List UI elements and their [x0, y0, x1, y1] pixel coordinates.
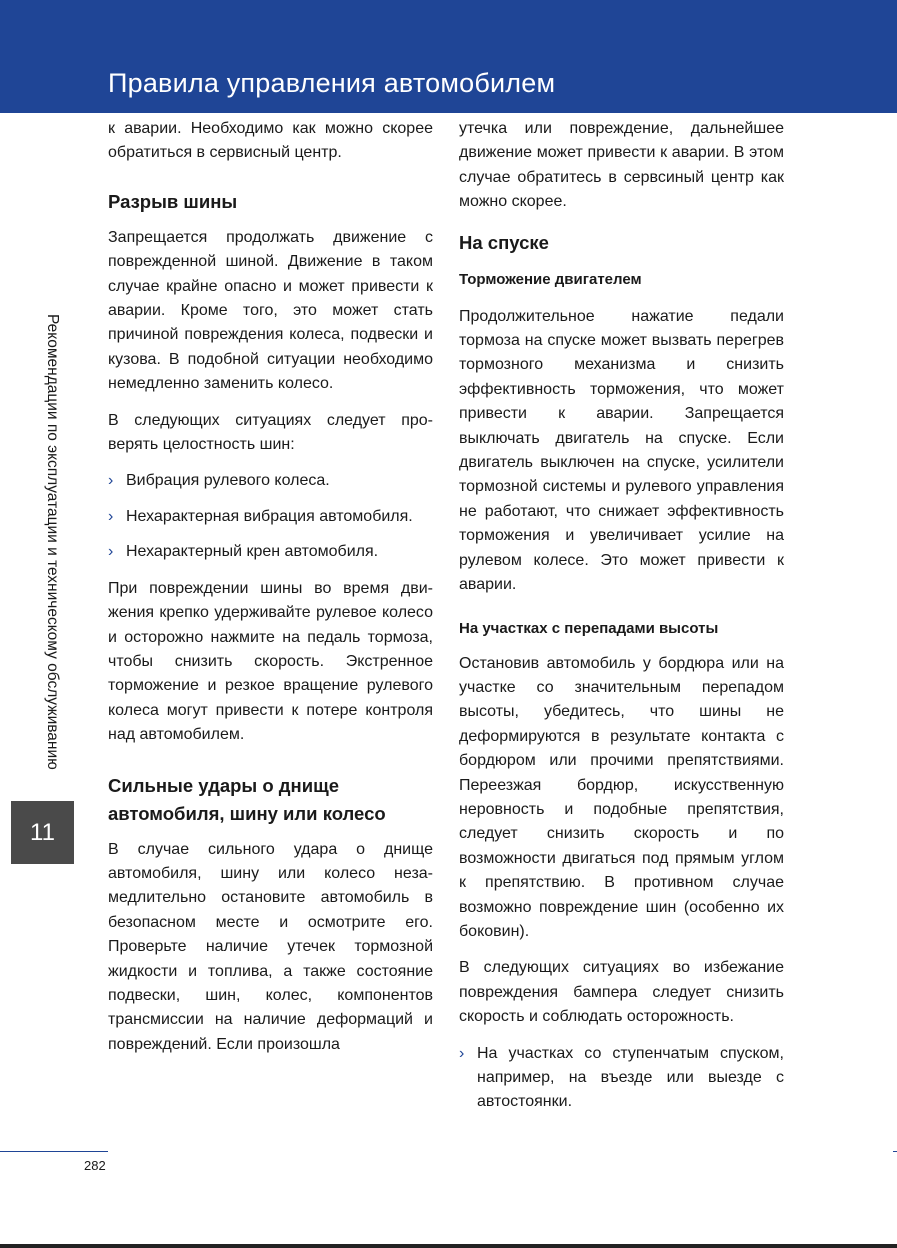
paragraph: В следующих ситуациях во избежание повреждения бампера следует снизить скорость и соблюдать осторожность.: [459, 959, 784, 1026]
chapter-number-tab: 11: [11, 801, 74, 864]
footer-divider-right: [893, 1151, 897, 1152]
list-item-text: Нехарактерный крен автомобиля.: [126, 543, 379, 561]
list-item-text: На участках со ступенчатым спуском, например, на въезде или выезде с автостоянки.: [477, 1044, 784, 1111]
right-column: [459, 117, 784, 1127]
page-number: 282: [84, 1158, 106, 1173]
list-item-text: Вибрация рулевого колеса.: [126, 472, 330, 490]
paragraph: Запрещается продолжать движение с поврежденной шиной. Движение в таком случае крайне опасно и может привести к аварии. Кроме того, это может стать причиной повреждения колеса, подвески и кузова. В подобной ситуации необходимо немедленно заменить колесо.: [108, 228, 433, 393]
heading-strong-impacts: Сильные удары о днище автомобиля, шину или колесо: [108, 774, 386, 824]
subheading-engine-braking: Торможение двигателем: [459, 270, 642, 288]
paragraph: Продолжительное нажатие педали тормоза на спуске может вызвать перегрев тормозного механизма и снизить эффективность торможения, что может привести к аварии. Запрещается выключать двигатель на спуске. Если двигатель выключен на спуске, усилители тормозной системы и рулевого управления не работают, что снижает эффективность торможения и увеличивает усилие на рулевом колесе. Это может привести к аварии.: [459, 307, 784, 594]
bottom-edge-bar: [0, 1244, 897, 1248]
list-item: [108, 540, 433, 564]
paragraph: В следующих ситуациях следует проверять целостность шин:: [108, 411, 433, 454]
chevron-right-icon: ›: [459, 1044, 465, 1062]
page-title: Правила управления автомобилем: [108, 68, 556, 98]
list-item: [459, 1042, 784, 1115]
page-header: [0, 0, 897, 113]
subheading-elevation-changes: На участках с перепадами высоты: [459, 619, 719, 637]
paragraph: Остановив автомобиль у бордюра или на участке со значительным перепадом высоты, убедитесь, что шины не деформируются в результате контакта с бордюром или прочими препятствиями. Переезжая бордюр, искусственную неровность и подобные препятствия, следует снизить скорость и по возможности двигаться под прямым углом к препятствию. В противном случае возможно повреждение шин (особенно их боковин).: [459, 654, 784, 940]
heading-tire-burst: Разрыв шины: [108, 190, 238, 212]
paragraph: В случае сильного удара о днище автомобиля, шину или колесо незамедлительно остановите автомобиль в безопасном месте и осмотрите его. Проверьте наличие утечек тормозной жидкости и топлива, а также состояние подвески, шин, колес, компонентов трансмиссии на наличие деформаций и повреждений. Если произошла: [108, 840, 433, 1053]
chevron-right-icon: ›: [108, 472, 114, 490]
heading-on-descent: На спуске: [459, 231, 549, 253]
continued-paragraph: к аварии. Необходимо как можно скорее обратиться в сервисный центр.: [108, 120, 433, 162]
chevron-right-icon: ›: [108, 507, 114, 525]
chevron-right-icon: ›: [108, 543, 114, 561]
bullet-list: [108, 469, 433, 564]
list-item-text: Нехарактерная вибрация автомобиля.: [126, 507, 413, 525]
bullet-list: [459, 1042, 784, 1115]
continued-paragraph: утечка или повреждение, дальнейшее движение может привести к аварии. В этом случае обратитесь в сервсиный центр как можно скорее.: [459, 120, 784, 211]
list-item: [108, 505, 433, 529]
list-item: [108, 469, 433, 493]
footer-divider: [0, 1151, 108, 1152]
left-column: [108, 117, 433, 1069]
paragraph: При повреждении шины во время движения крепко удерживайте рулевое колесо и осторожно нажмите на педаль тормоза, чтобы снизить скорость. Экстренное торможение и резкое вращение рулевого колеса могут привести к потере контроля над автомобилем.: [108, 579, 433, 744]
section-vertical-label: Рекомендации по эксплуатации и техническому обслуживанию: [44, 314, 61, 770]
